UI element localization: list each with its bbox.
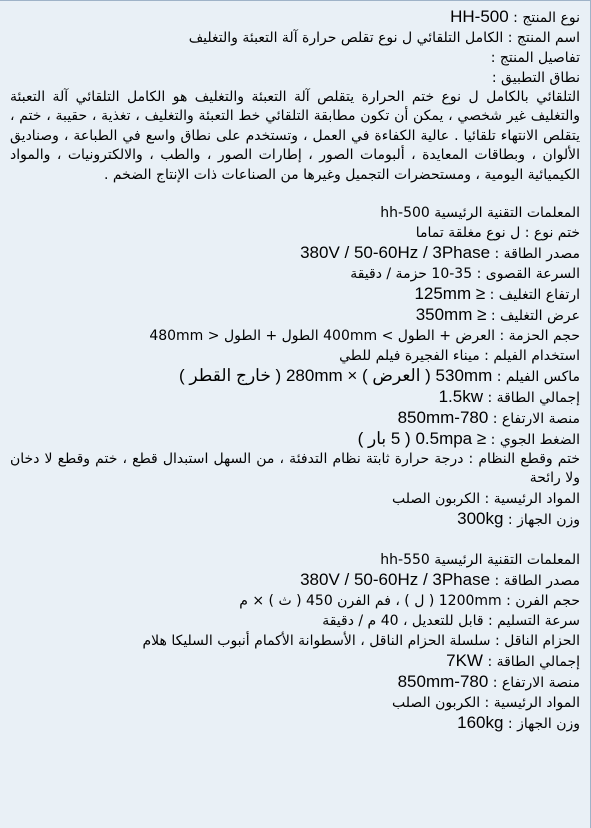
spec-value: 850mm-780 xyxy=(397,408,489,428)
spec-value: 530mm ( العرض ) × 280mm ( خارج القطر ) xyxy=(179,366,493,386)
product-name-line: اسم المنتج : الكامل التلقائي ل نوع تقلص حرارة آلة التعبئة والتغليف xyxy=(188,30,580,46)
application-paragraph: التلقائي بالكامل ل نوع ختم الحرارة يتقلص آلة التعبئة والتغليف هو الكامل التلقائي آلة التعبئة والتغليف غير شخصي ، يمكن أن تكون مطابقة التلقائي خط التعبئة والتغليف ، تغذية ، حقيبة ، ختم ، يتقلص الانتهاء تلقائيا . عالية الكفاءة في العمل ، وتستخدم على نطاق واسع في الطباعة ، وصناديق الألوان ، وبطاقات المعايدة ، ألبومات الصور ، إطارات الصور ، والطب ، والالكترونيات ، والمواد الكيميائية اليومية ، ومستحضرات التجميل وغيرها من الصناعات ذات الإنتاج الضخم . xyxy=(10,89,580,183)
spec-label: منصة الارتفاع : xyxy=(492,674,580,691)
spec-value: 160kg xyxy=(457,712,504,732)
hh550-heading: المعلمات التقنية الرئيسية hh-550 xyxy=(380,551,580,568)
hh550-delivery-speed: سرعة التسليم : قابل للتعديل ، 40 م / دقيقة xyxy=(322,612,580,629)
hh500-heading: المعلمات التقنية الرئيسية hh-500 xyxy=(380,205,580,222)
spec-label: ارتفاع التغليف : xyxy=(489,287,580,304)
spec-value: 380V / 50-60Hz / 3Phase xyxy=(300,243,491,263)
hh500-max-film xyxy=(10,366,580,387)
spec-value: 300kg xyxy=(457,508,504,528)
hh550-total-power xyxy=(10,651,580,672)
hh550-main-material: المواد الرئيسية : الكربون الصلب xyxy=(391,694,580,711)
hh500-film-use xyxy=(10,346,580,366)
product-type-label: نوع المنتج : xyxy=(513,10,580,26)
application-scope-label: نطاق التطبيق : xyxy=(491,70,580,86)
hh500-power-source xyxy=(10,243,580,264)
hh500-machine-weight xyxy=(10,509,580,530)
product-details-label: تفاصيل المنتج : xyxy=(490,50,580,66)
hh500-air-pressure xyxy=(10,429,580,450)
spec-label: منصة الارتفاع : xyxy=(492,411,580,428)
hh500-max-speed xyxy=(10,264,580,284)
spec-value: 850mm-780 xyxy=(397,671,489,691)
spec-label: وزن الجهاز : xyxy=(507,715,580,732)
hh500-main-material: المواد الرئيسية : الكربون الصلب xyxy=(391,490,580,507)
hh500-platform-height xyxy=(10,408,580,429)
spec-label: إجمالي الطاقة : xyxy=(487,390,580,407)
hh500-packing-height xyxy=(10,284,580,305)
spec-label: الضغط الجوي : xyxy=(490,432,580,449)
spec-label: مصدر الطاقة : xyxy=(494,246,580,263)
spec-label: استخدام الفيلم : ميناء الفجيرة فيلم للطي xyxy=(339,348,580,365)
hh500-seal-type xyxy=(10,223,580,243)
spec-value: ≤ 125mm xyxy=(414,284,486,304)
spec-value: 380V / 50-60Hz / 3Phase xyxy=(300,569,491,589)
spec-value: 7KW xyxy=(446,650,483,670)
hh500-packing-width xyxy=(10,305,580,326)
spec-value: 1.5kw xyxy=(438,387,483,407)
hh500-cutting-system: ختم وقطع النظام : درجة حرارة ثابتة نظام التدفئة ، من السهل استبدال قطع ، ختم وقطع لا دخان ولا رائحة xyxy=(10,451,580,487)
spec-label: ماكس الفيلم : xyxy=(496,369,580,386)
hh550-platform-height xyxy=(10,672,580,693)
spec-value: 35-10 حزمة / دقيقة xyxy=(350,266,473,283)
spec-label: وزن الجهاز : xyxy=(507,511,580,528)
hh550-conveyor-belt: الحزام الناقل : سلسلة الحزام الناقل ، الأسطوانة الأكمام أنبوب السليكا هلام xyxy=(142,632,580,649)
spec-value: ≤ 350mm xyxy=(415,305,487,325)
hh500-package-size xyxy=(10,326,580,346)
product-type-line xyxy=(10,7,580,28)
product-type-value: HH-500 xyxy=(450,7,509,26)
spec-label: عرض التغليف : xyxy=(490,308,580,325)
spec-label: ختم نوع : ل نوع مغلقة تماما xyxy=(415,225,580,242)
hh550-power-source xyxy=(10,570,580,591)
spec-label: إجمالي الطاقة : xyxy=(487,653,580,670)
spec-label: السرعة القصوى : xyxy=(476,266,580,283)
spec-value: ≤ 0.5mpa ( 5 بار ) xyxy=(357,429,487,449)
spec-label: حجم الحزمة : العرض + الطول > 400mm الطول + الطول < 480mm xyxy=(149,328,580,345)
hh550-oven-size: حجم الفرن : 1200mm ( ل ) ، فم الفرن 450 ( ث ) × م xyxy=(239,592,580,609)
hh500-total-power xyxy=(10,387,580,408)
spec-label: مصدر الطاقة : xyxy=(494,572,580,589)
hh550-machine-weight xyxy=(10,713,580,734)
